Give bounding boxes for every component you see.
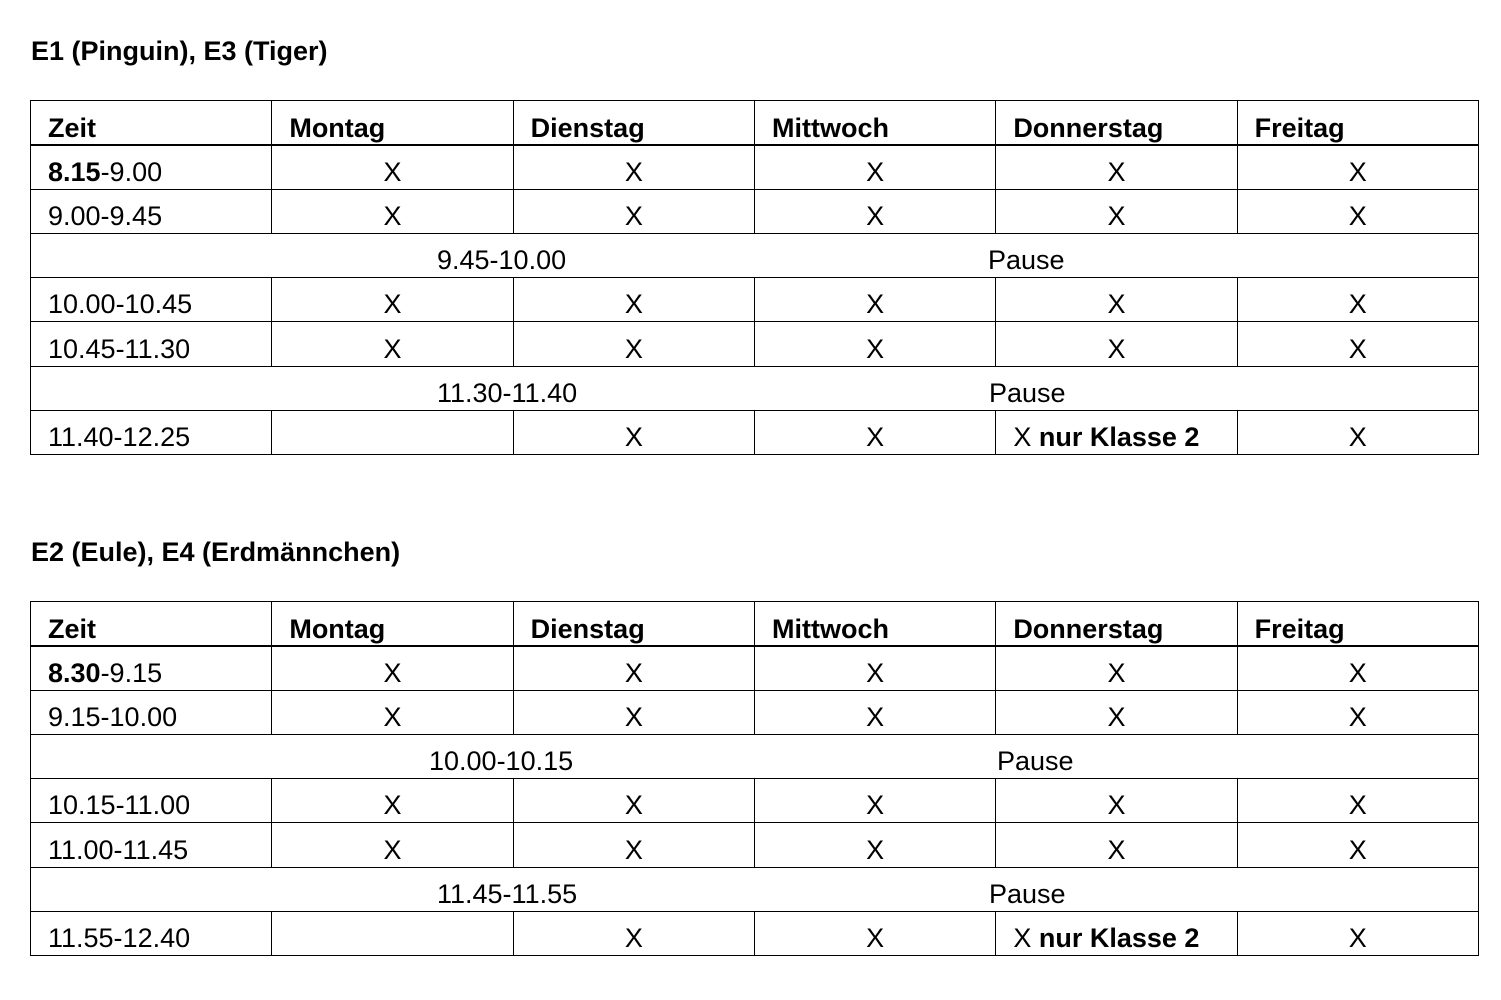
mark-cell-freitag: X xyxy=(1237,779,1478,823)
mark-cell-dienstag: X xyxy=(513,779,754,823)
mark-cell-montag: X xyxy=(272,278,513,322)
note-text: nur Klasse 2 xyxy=(1038,923,1200,954)
time-cell xyxy=(31,322,272,366)
mark-cell-dienstag: X xyxy=(513,145,754,189)
schedule-heading-e2-e4: E2 (Eule), E4 (Erdmännchen) xyxy=(31,537,401,567)
mark-cell-donnerstag: X xyxy=(996,646,1237,690)
pause-time: 10.00-10.15 xyxy=(429,746,574,777)
table-row xyxy=(31,823,1479,867)
time-cell xyxy=(31,646,272,690)
table-row xyxy=(31,646,1479,690)
mark-cell-freitag: X xyxy=(1237,189,1478,233)
mark-cell-mittwoch: X xyxy=(754,189,995,233)
header-zeit: Zeit xyxy=(31,602,272,646)
mark-cell-montag: X xyxy=(272,189,513,233)
header-row xyxy=(31,602,1479,646)
pause-row xyxy=(31,734,1479,778)
header-montag: Montag xyxy=(272,602,513,646)
table-row xyxy=(31,278,1479,322)
table-row xyxy=(31,912,1479,956)
time-cell xyxy=(31,411,272,455)
mark-cell-freitag: X xyxy=(1237,411,1478,455)
pause-time: 11.30-11.40 xyxy=(437,378,578,409)
mark-cell-donnerstag: X xyxy=(996,145,1237,189)
time-cell xyxy=(31,912,272,956)
mark-cell-dienstag: X xyxy=(513,912,754,956)
mark-cell-donnerstag: X xyxy=(996,823,1237,867)
timetable-e2-e4 xyxy=(30,601,1479,956)
pause-label: Pause xyxy=(988,245,1065,276)
note-text: nur Klasse 2 xyxy=(1038,422,1200,453)
mark-cell-dienstag: X xyxy=(513,690,754,734)
time-cell xyxy=(31,779,272,823)
mark-cell-freitag: X xyxy=(1237,912,1478,956)
mark-cell-dienstag: X xyxy=(513,646,754,690)
mark-cell-mittwoch: X xyxy=(754,322,995,366)
pause-time: 9.45-10.00 xyxy=(437,245,567,276)
time-cell xyxy=(31,145,272,189)
time-cell xyxy=(31,278,272,322)
table-row xyxy=(31,779,1479,823)
mark-cell-montag: X xyxy=(272,322,513,366)
mark-cell-dienstag: X xyxy=(513,411,754,455)
mark-cell-montag: X xyxy=(272,646,513,690)
mark-cell-mittwoch: X xyxy=(754,278,995,322)
pause-row xyxy=(31,867,1479,911)
timetable-e1-e3 xyxy=(30,100,1479,455)
mark-cell-freitag: X xyxy=(1237,690,1478,734)
time-end: 11.00-11.45 xyxy=(48,834,189,865)
time-end: 11.55-12.40 xyxy=(48,923,191,954)
time-cell xyxy=(31,690,272,734)
header-donnerstag: Donnerstag xyxy=(996,101,1237,145)
mark-cell-donnerstag-note xyxy=(996,411,1237,455)
mark-cell-mittwoch: X xyxy=(754,145,995,189)
mark-cell-freitag: X xyxy=(1237,322,1478,366)
header-row xyxy=(31,101,1479,145)
mark-cell-donnerstag: X xyxy=(996,322,1237,366)
note-mark: X xyxy=(1013,422,1039,453)
mark-cell-donnerstag-note xyxy=(996,912,1237,956)
pause-time: 11.45-11.55 xyxy=(437,879,578,910)
time-end: 9.15-10.00 xyxy=(48,701,178,732)
mark-cell-mittwoch: X xyxy=(754,912,995,956)
pause-row xyxy=(31,366,1479,410)
time-end: 10.45-11.30 xyxy=(48,333,191,364)
mark-cell-dienstag: X xyxy=(513,189,754,233)
mark-cell-montag: X xyxy=(272,690,513,734)
header-freitag: Freitag xyxy=(1237,602,1478,646)
mark-cell-mittwoch: X xyxy=(754,779,995,823)
mark-cell-mittwoch: X xyxy=(754,690,995,734)
mark-cell-freitag: X xyxy=(1237,823,1478,867)
mark-cell-donnerstag: X xyxy=(996,779,1237,823)
header-montag: Montag xyxy=(272,101,513,145)
header-mittwoch: Mittwoch xyxy=(754,602,995,646)
header-dienstag: Dienstag xyxy=(513,101,754,145)
table-row xyxy=(31,322,1479,366)
mark-cell-montag: X xyxy=(272,823,513,867)
pause-cell xyxy=(31,867,1479,911)
table-row xyxy=(31,145,1479,189)
mark-cell-mittwoch: X xyxy=(754,646,995,690)
time-end: 10.15-11.00 xyxy=(48,790,191,821)
mark-cell-montag: X xyxy=(272,145,513,189)
mark-cell-freitag: X xyxy=(1237,278,1478,322)
mark-cell-dienstag: X xyxy=(513,823,754,867)
time-end: 10.00-10.45 xyxy=(48,289,193,320)
time-end: -9.00 xyxy=(100,156,163,187)
note-mark: X xyxy=(1013,923,1039,954)
time-end: 9.00-9.45 xyxy=(48,200,163,231)
mark-cell-dienstag: X xyxy=(513,322,754,366)
header-donnerstag: Donnerstag xyxy=(996,602,1237,646)
time-start-bold: 8.30 xyxy=(48,657,101,688)
mark-cell-donnerstag: X xyxy=(996,278,1237,322)
mark-cell-montag xyxy=(272,411,513,455)
table-row xyxy=(31,411,1479,455)
pause-cell xyxy=(31,233,1479,277)
mark-cell-montag xyxy=(272,912,513,956)
mark-cell-montag: X xyxy=(272,779,513,823)
mark-cell-freitag: X xyxy=(1237,646,1478,690)
pause-label: Pause xyxy=(997,746,1074,777)
time-end: -9.15 xyxy=(100,657,163,688)
header-zeit: Zeit xyxy=(31,101,272,145)
time-start-bold: 8.15 xyxy=(48,156,101,187)
time-cell xyxy=(31,189,272,233)
time-cell xyxy=(31,823,272,867)
mark-cell-freitag: X xyxy=(1237,145,1478,189)
pause-cell xyxy=(31,734,1479,778)
header-freitag: Freitag xyxy=(1237,101,1478,145)
table-row xyxy=(31,189,1479,233)
mark-cell-dienstag: X xyxy=(513,278,754,322)
mark-cell-donnerstag: X xyxy=(996,189,1237,233)
pause-cell xyxy=(31,366,1479,410)
header-mittwoch: Mittwoch xyxy=(754,101,995,145)
schedule-heading-e1-e3: E1 (Pinguin), E3 (Tiger) xyxy=(31,36,328,66)
table-row xyxy=(31,690,1479,734)
pause-label: Pause xyxy=(989,879,1066,910)
mark-cell-donnerstag: X xyxy=(996,690,1237,734)
mark-cell-mittwoch: X xyxy=(754,823,995,867)
header-dienstag: Dienstag xyxy=(513,602,754,646)
mark-cell-mittwoch: X xyxy=(754,411,995,455)
pause-label: Pause xyxy=(989,378,1066,409)
time-end: 11.40-12.25 xyxy=(48,422,191,453)
pause-row xyxy=(31,233,1479,277)
